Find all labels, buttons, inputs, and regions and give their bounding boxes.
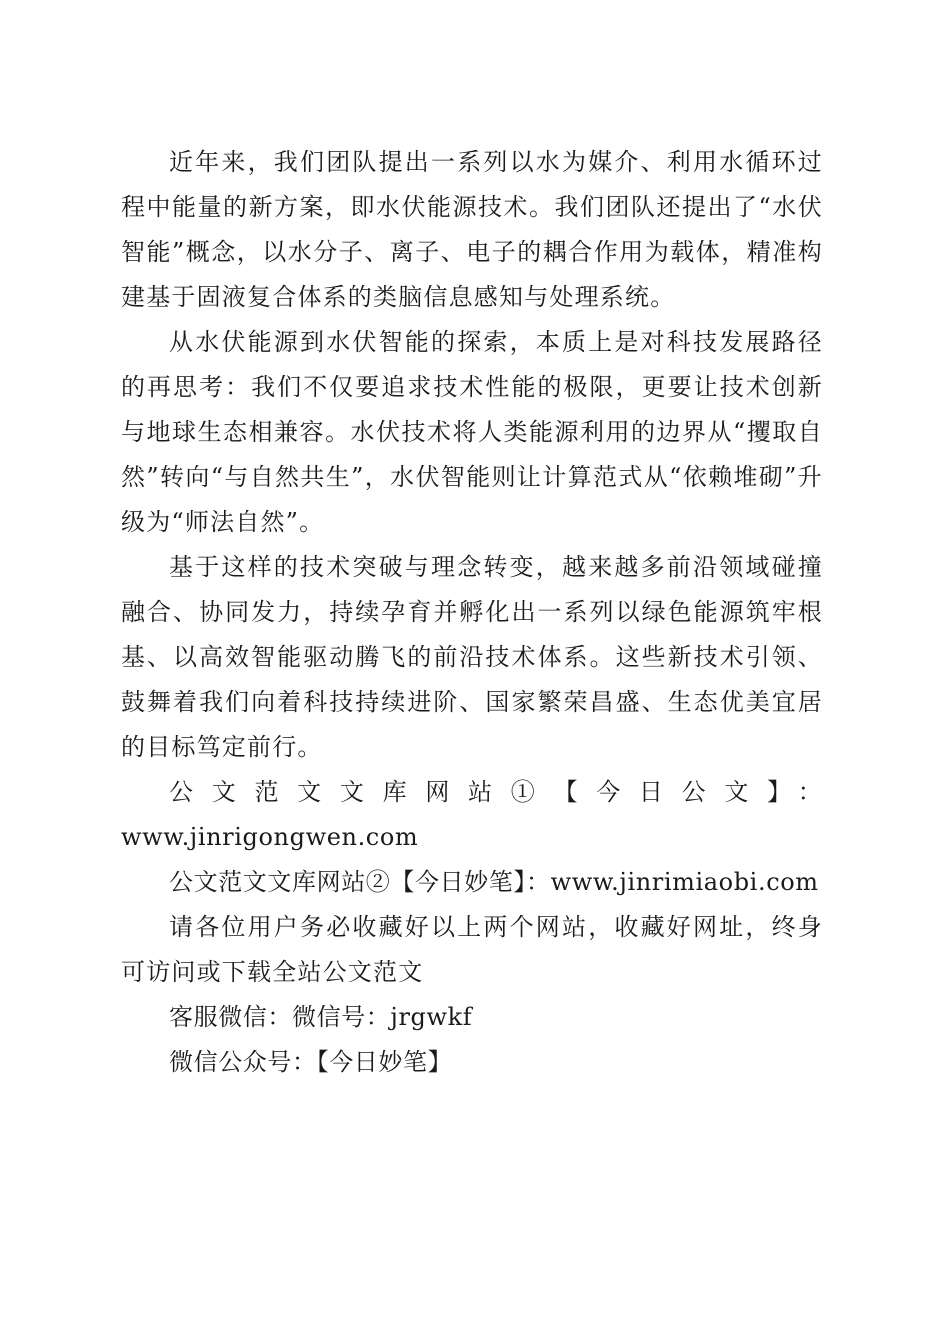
official-account: 微信公众号：【今日妙笔】 [169,1048,453,1076]
site-1-label: 公文范文文库网站①【今日公文】： [169,778,823,806]
document-body [121,140,823,1085]
site-1-url: www.jinrigongwen.com [121,823,419,851]
site-2-line: 公文范文文库网站②【今日妙笔】：www.jinrimiaobi.com [169,868,819,896]
bookmark-notice: 请各位用户务必收藏好以上两个网站，收藏好网址，终身可访问或下载全站公文范文 [121,913,823,986]
service-wechat: 客服微信：微信号：jrgwkf [169,1003,473,1031]
paragraph-3: 基于这样的技术突破与理念转变，越来越多前沿领域碰撞融合、协同发力，持续孕育并孵化出一系列以绿色能源筑牢根基、以高效智能驱动腾飞的前沿技术体系。这些新技术引领、鼓舞着我们向着科技持续进阶、国家繁荣昌盛、生态优美宜居的目标笃定前行。 [121,553,823,761]
paragraph-2: 从水伏能源到水伏智能的探索，本质上是对科技发展路径的再思考：我们不仅要追求技术性能的极限，更要让技术创新与地球生态相兼容。水伏技术将人类能源利用的边界从“攫取自然”转向“与自然共生”，水伏智能则让计算范式从“依赖堆砌”升级为“师法自然”。 [121,328,823,536]
paragraph-1: 近年来，我们团队提出一系列以水为媒介、利用水循环过程中能量的新方案，即水伏能源技术。我们团队还提出了“水伏智能”概念，以水分子、离子、电子的耦合作用为载体，精准构建基于固液复合体系的类脑信息感知与处理系统。 [121,148,823,311]
